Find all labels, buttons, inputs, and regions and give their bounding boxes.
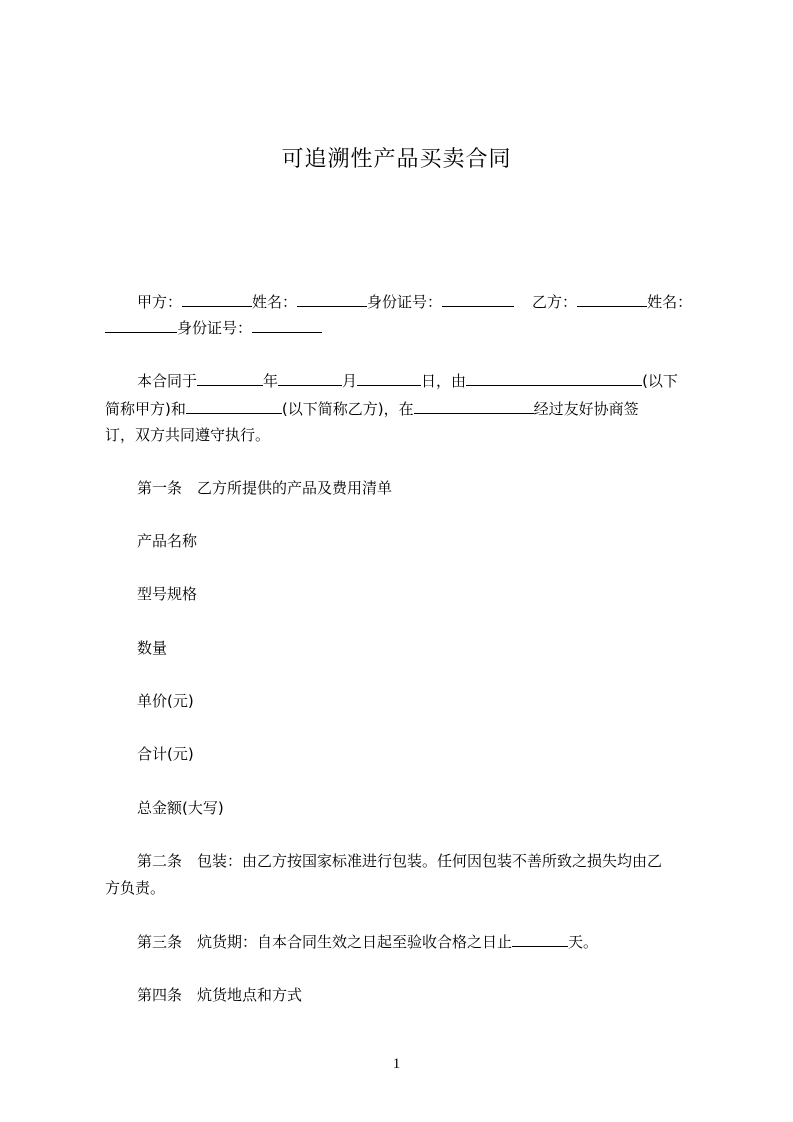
item-unit-price: 单价(元) bbox=[137, 692, 194, 710]
intro-text-abbrev-a-end: 简称甲方)和 bbox=[105, 400, 186, 418]
page-number: 1 bbox=[392, 1056, 401, 1072]
article3-line bbox=[137, 932, 598, 951]
article4-heading: 第四条 炕货地点和方式 bbox=[137, 986, 303, 1004]
article1-heading: 第一条 乙方所提供的产品及费用清单 bbox=[137, 479, 393, 497]
party-a-full-blank[interactable] bbox=[466, 371, 642, 386]
party-b-name-label: 姓名： bbox=[647, 293, 693, 311]
party-a-label: 甲方： bbox=[137, 293, 183, 311]
article2-line-2: 方负责。 bbox=[105, 879, 166, 897]
day-label: 日，由 bbox=[421, 372, 467, 390]
month-blank[interactable] bbox=[278, 371, 342, 386]
article3-days-label: 天。 bbox=[568, 933, 599, 951]
party-a-name-label: 姓名： bbox=[252, 293, 298, 311]
item-quantity: 数量 bbox=[137, 639, 168, 657]
item-model-spec: 型号规格 bbox=[137, 585, 198, 603]
article3-text: 第三条 炕货期：自本合同生效之日起至验收合格之日止 bbox=[137, 933, 513, 951]
party-a-blank[interactable] bbox=[182, 292, 252, 307]
year-blank[interactable] bbox=[197, 371, 263, 386]
intro-text-date-prefix: 本合同于 bbox=[137, 372, 198, 390]
place-blank[interactable] bbox=[414, 399, 534, 414]
intro-text-closing: 订，双方共同遵守执行。 bbox=[105, 426, 271, 444]
item-total-amount: 总金额(大写) bbox=[137, 799, 224, 817]
party-a-id-blank[interactable] bbox=[442, 292, 514, 307]
party-b-name-blank[interactable] bbox=[105, 318, 177, 333]
month-label: 月 bbox=[342, 372, 358, 390]
document-title: 可追溯性产品买卖合同 bbox=[281, 147, 512, 172]
intro-text-abbrev-a-start: (以下 bbox=[642, 372, 678, 390]
day-blank[interactable] bbox=[357, 371, 421, 386]
party-b-blank[interactable] bbox=[577, 292, 647, 307]
parties-line-2 bbox=[105, 318, 322, 337]
article2-line-1: 第二条 包装：由乙方按国家标准进行包装。任何因包装不善所致之损失均由乙 bbox=[137, 852, 663, 870]
party-b-full-blank[interactable] bbox=[186, 399, 282, 414]
intro-text-negotiation: 经过友好协商签 bbox=[533, 400, 639, 418]
year-label: 年 bbox=[263, 372, 279, 390]
delivery-days-blank[interactable] bbox=[512, 932, 568, 947]
parties-line-1 bbox=[137, 292, 692, 311]
party-a-id-label: 身份证号： bbox=[367, 293, 443, 311]
party-b-id-label: 身份证号： bbox=[177, 319, 253, 337]
intro-line-3 bbox=[105, 426, 270, 444]
intro-line-1 bbox=[137, 371, 678, 390]
party-b-id-blank[interactable] bbox=[252, 318, 322, 333]
item-product-name: 产品名称 bbox=[137, 532, 198, 550]
party-b-label: 乙方： bbox=[532, 293, 578, 311]
intro-text-abbrev-b: (以下简称乙方)，在 bbox=[281, 400, 414, 418]
intro-line-2 bbox=[105, 399, 639, 418]
party-a-name-blank[interactable] bbox=[297, 292, 367, 307]
item-subtotal: 合计(元) bbox=[137, 745, 194, 763]
